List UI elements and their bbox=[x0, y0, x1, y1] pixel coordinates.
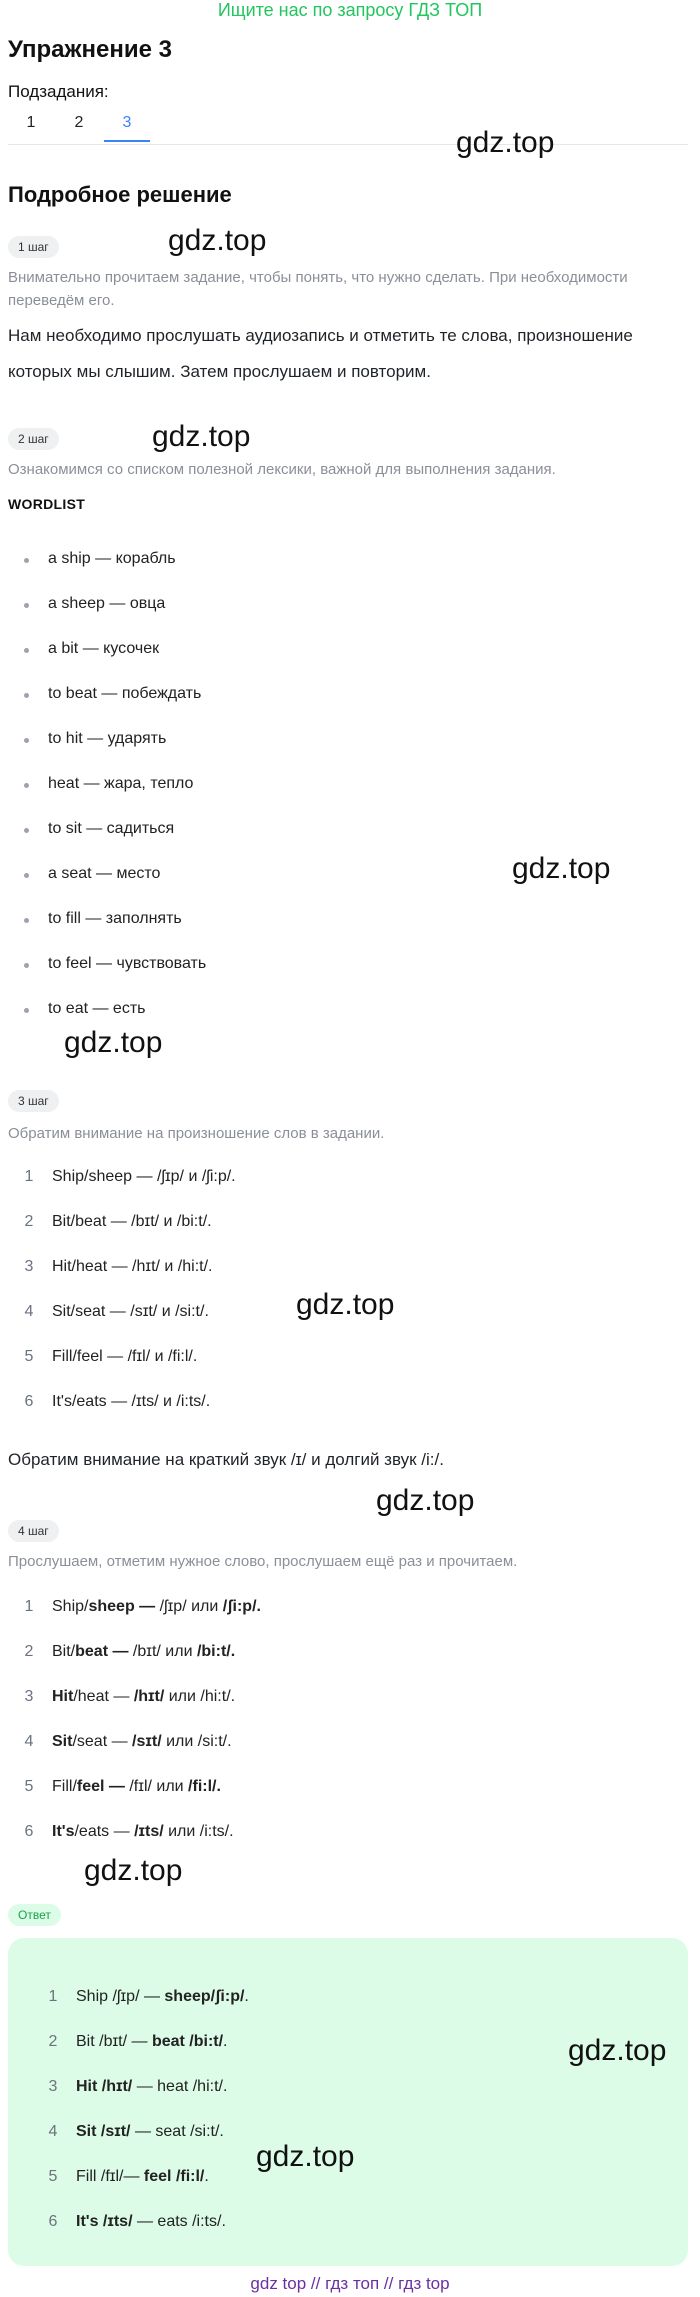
step-1-badge: 1 шаг bbox=[8, 236, 59, 258]
watermark: gdz.top bbox=[296, 1288, 395, 1321]
list-item: to beat — побеждать bbox=[24, 685, 424, 703]
subtask-tabs bbox=[8, 106, 688, 145]
solution-title: Подробное решение bbox=[8, 182, 232, 207]
list-item: 4 Sit/seat — /sɪt/ или /si:t/. bbox=[24, 1733, 232, 1750]
list-item: to fill — заполнять bbox=[24, 910, 424, 928]
answer-item: 2 Bit /bɪt/ — beat /bi:t/. bbox=[48, 2033, 228, 2050]
watermark: gdz.top bbox=[168, 224, 267, 257]
watermark: gdz.top bbox=[256, 2140, 355, 2173]
step-3-badge: 3 шаг bbox=[8, 1090, 59, 1112]
answer-badge: Ответ bbox=[8, 1904, 61, 1926]
watermark: gdz.top bbox=[64, 1026, 163, 1059]
watermark: gdz.top bbox=[568, 2034, 667, 2067]
list-item: 3 Hit/heat — /hɪt/ или /hi:t/. bbox=[24, 1688, 236, 1705]
list-item: heat — жара, тепло bbox=[24, 775, 424, 793]
list-item: 5 Fill/feel — /fɪl/ и /fi:l/. bbox=[24, 1348, 198, 1365]
answer-item: 4 Sit /sɪt/ — seat /si:t/. bbox=[48, 2123, 224, 2140]
step-1-text-line-1: Нам необходимо прослушать аудиозапись и отметить те слова, произношение bbox=[8, 326, 633, 345]
step-1-hint: Внимательно прочитаем задание, чтобы понять, что нужно сделать. При необходимости переведём его. bbox=[8, 269, 628, 309]
tab-2[interactable]: 2 bbox=[74, 114, 84, 131]
watermark: gdz.top bbox=[376, 1484, 475, 1517]
list-item: a bit — кусочек bbox=[24, 640, 424, 658]
step-2-hint: Ознакомимся со списком полезной лексики, важной для выполнения задания. bbox=[8, 461, 556, 478]
list-item: 6 It's/eats — /ɪts/ и /i:ts/. bbox=[24, 1393, 211, 1410]
watermark: gdz.top bbox=[456, 126, 555, 159]
step-3-note: Обратим внимание на краткий звук /ɪ/ и долгий звук /i:/. bbox=[8, 1450, 444, 1469]
list-item: to eat — есть bbox=[24, 1000, 424, 1018]
step-4-badge: 4 шаг bbox=[8, 1520, 59, 1542]
step-1-text-line-2: которых мы слышим. Затем прослушаем и повторим. bbox=[8, 362, 431, 381]
list-item: 1 Ship/sheep — /ʃɪp/ или /ʃi:p/. bbox=[24, 1598, 261, 1615]
wordlist-title: WORDLIST bbox=[8, 496, 86, 512]
list-item: a ship — корабль bbox=[24, 550, 424, 568]
step-2-badge: 2 шаг bbox=[8, 428, 59, 450]
watermark: gdz.top bbox=[512, 852, 611, 885]
list-item: 5 Fill/feel — /fɪl/ или /fi:l/. bbox=[24, 1778, 221, 1795]
answer-item: 3 Hit /hɪt/ — heat /hi:t/. bbox=[48, 2078, 228, 2095]
list-item: a seat — место bbox=[24, 865, 424, 883]
list-item: 4 Sit/seat — /sɪt/ и /si:t/. bbox=[24, 1303, 209, 1320]
list-item: 3 Hit/heat — /hɪt/ и /hi:t/. bbox=[24, 1258, 213, 1275]
step-4-hint: Прослушаем, отметим нужное слово, прослушаем ещё раз и прочитаем. bbox=[8, 1553, 518, 1570]
list-item: 1 Ship/sheep — /ʃɪp/ и /ʃi:p/. bbox=[24, 1168, 236, 1185]
list-item: to sit — садиться bbox=[24, 820, 424, 838]
footer-links[interactable]: gdz top // гдз топ // гдз top bbox=[250, 2274, 450, 2293]
list-item: a sheep — овца bbox=[24, 595, 424, 613]
tab-1[interactable]: 1 bbox=[26, 114, 36, 131]
list-item: 2 Bit/beat — /bɪt/ или /bi:t/. bbox=[24, 1643, 236, 1660]
step-3-hint: Обратим внимание на произношение слов в задании. bbox=[8, 1125, 385, 1142]
list-item: to feel — чувствовать bbox=[24, 955, 424, 973]
answer-item: 6 It's /ɪts/ — eats /i:ts/. bbox=[48, 2213, 226, 2230]
watermark: gdz.top bbox=[84, 1854, 183, 1887]
search-banner[interactable]: Ищите нас по запросу ГДЗ ТОП bbox=[217, 0, 483, 20]
tab-3[interactable]: 3 bbox=[104, 114, 150, 142]
answer-item: 5 Fill /fɪl/— feel /fi:l/. bbox=[48, 2168, 209, 2185]
answer-item: 1 Ship /ʃɪp/ — sheep/ʃi:p/. bbox=[48, 1988, 249, 2005]
watermark: gdz.top bbox=[152, 420, 251, 453]
list-item: 6 It's/eats — /ɪts/ или /i:ts/. bbox=[24, 1823, 234, 1840]
page-title: Упражнение 3 bbox=[8, 36, 172, 63]
list-item: 2 Bit/beat — /bɪt/ и /bi:t/. bbox=[24, 1213, 212, 1230]
list-item: to hit — ударять bbox=[24, 730, 424, 748]
subtasks-label: Подзадания: bbox=[8, 82, 109, 101]
